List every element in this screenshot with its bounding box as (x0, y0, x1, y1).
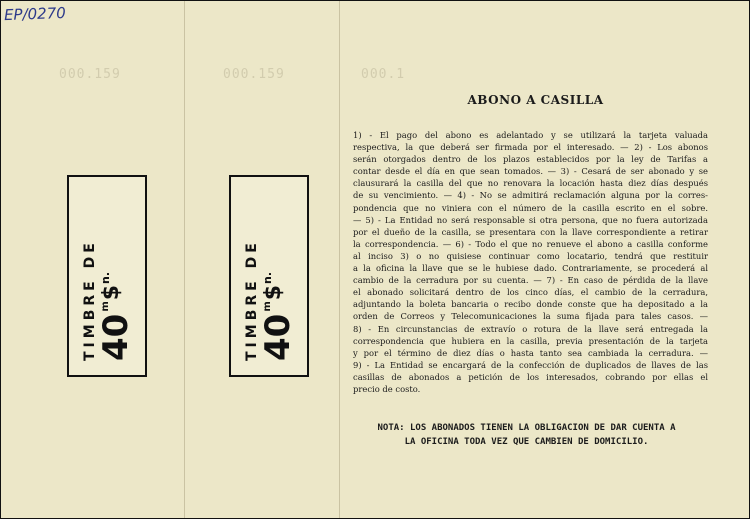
text-line: cambio de la cerradura por su cuenta. — 7) - En caso de pérdida de la llave (353, 275, 708, 286)
stamp-value (96, 271, 136, 361)
text-line: de su vencimiento. — 4) - No se admitirá reclamación alguna por la corres- (353, 190, 708, 201)
stamp-value (258, 271, 298, 361)
fold-line (339, 1, 340, 518)
text-line: clausurará la casilla del que no renovara la locación hasta diez días después (353, 178, 708, 189)
regulations-text (353, 129, 708, 395)
text-line: el abonado solicitará dentro de los cinco días, el cambio de la cerradura, (353, 287, 708, 298)
currency-symbol: $ (99, 284, 124, 301)
text-line: 1) - El pago del abono es adelantado y se utilizará la tarjeta valuada (353, 130, 708, 140)
ghost-serial: 000.1 (361, 67, 406, 82)
currency-symbol: $ (261, 284, 286, 301)
fold-line (184, 1, 185, 518)
revenue-stamp-box (67, 175, 147, 377)
stamp-heading: TIMBRE DE (244, 239, 260, 361)
text-line: orden de Correos y Telecomunicaciones la suma fijada para tales casos. — (353, 311, 708, 322)
stamp-superscript: m (100, 301, 111, 312)
text-line: precio de costo. (353, 383, 421, 394)
stamp-amount: 40 (96, 313, 136, 361)
stamp-suffix: n. (99, 271, 112, 284)
text-line: — 5) - La Entidad no será responsable si otra persona, que no fuera autorizada (353, 214, 708, 225)
text-line: por el dueño de la casilla, se presentara con la llave correspondiente a retirar (353, 226, 708, 237)
text-line: la correspondencia. — 6) - Todo el que no renueve el abono a casilla conforme (353, 238, 708, 249)
text-line: 8) - En circunstancias de extravío o rotura de la llave será entregada la (353, 323, 708, 334)
note-line: LA OFICINA TODA VEZ QUE CAMBIEN DE DOMICILIO. (404, 437, 649, 448)
note-block (345, 421, 708, 449)
stamp-suffix: n. (261, 271, 274, 284)
text-line: 9) - La Entidad se encargará de la confección de duplicados de llaves de las (353, 359, 708, 370)
ghost-serial: 000.159 (59, 67, 121, 82)
text-line: serán otorgados dentro de los plazos establecidos por la ley de Tarifas a (353, 154, 708, 165)
stamp-amount: 40 (258, 313, 298, 361)
text-line: casillas de abonados a petición de los interesados, cobrando por ellas el (353, 371, 708, 382)
stamp-heading: TIMBRE DE (82, 239, 98, 361)
reference-mark: EP/0270 (3, 3, 67, 25)
text-line: contar desde el día en que sean tomados. — 3) - Cesará de ser abonado y se (353, 166, 708, 177)
note-line: NOTA: LOS ABONADOS TIENEN LA OBLIGACION DE DAR CUENTA A (377, 423, 676, 434)
stamp-superscript: m (262, 301, 273, 312)
regulations-panel (343, 93, 708, 449)
text-line: pondencia que no viniera con el número de la casilla escrito en el sobre. (353, 202, 708, 213)
text-line: y por el término de diez días o hasta tanto sea cambiada la cerradura. — (353, 347, 708, 358)
ghost-serial: 000.159 (223, 67, 285, 82)
revenue-stamp-box (229, 175, 309, 377)
text-line: adjuntando la boleta bancaria o recibo donde conste que ha depositado a la (353, 299, 708, 310)
text-line: correspondencia que hubiera en la casilla, previa presentación de la tarjeta (353, 335, 708, 346)
text-line: al inciso 3) o no quisiese continuar como locatario, tendrá que restituir (353, 250, 708, 261)
text-line: respectiva, la que deberá ser firmada por el interesado. — 2) - Los abonos (353, 142, 708, 153)
text-line: a la oficina la llave que se le hubiese dado. Contrariamente, se procederá al (353, 263, 708, 274)
document-title: ABONO A CASILLA (467, 93, 604, 107)
